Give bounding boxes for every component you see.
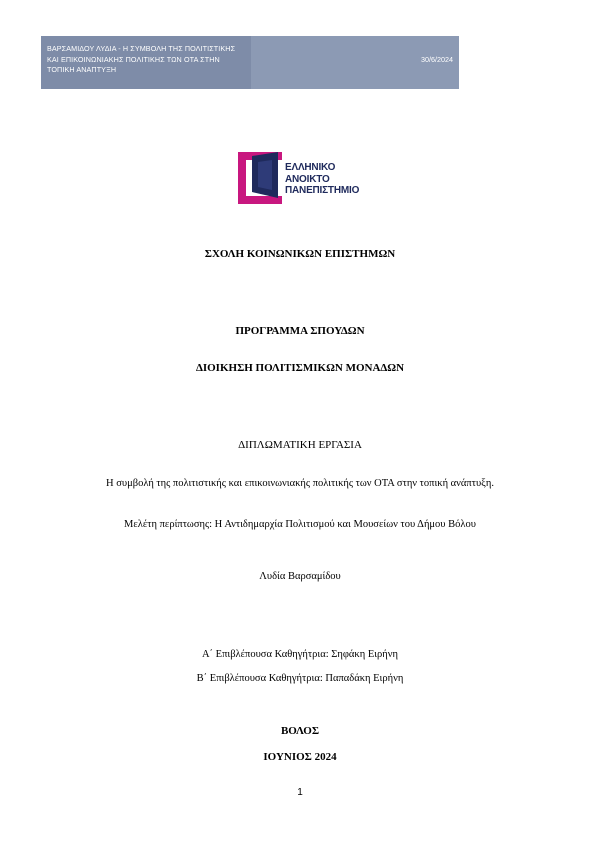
submission-date: ΙΟΥΝΙΟΣ 2024 [263,751,337,763]
city: ΒΟΛΟΣ [280,725,320,737]
running-header-title: ΒΑΡΣΑΜΙΔΟΥ ΛΥΔΙΑ - Η ΣΥΜΒΟΛΗ ΤΗΣ ΠΟΛΙΤΙΣΤΙΚΗΣ ΚΑΙ ΕΠΙΚΟΙΝΩΝΙΑΚΗΣ ΠΟΛΙΤΙΚΗΣ ΤΩΝ ΟΤΑ ΣΤΗΝ ΤΟΠΙΚΗ ΑΝΑΠΤΥΞΗ [47,44,236,74]
supervisor-a: Α΄ Επιβλέπουσα Καθηγήτρια: Σηφάκη Ειρήνη [201,649,399,660]
thesis-title: Η συμβολή της πολιτιστικής και επικοινωνιακής πολιτικής των ΟΤΑ στην τοπική ανάπτυξη. [106,478,494,489]
case-study: Μελέτη περίπτωσης: Η Αντιδημαρχία Πολιτισμού και Μουσείων του Δήμου Βόλου [124,519,476,530]
logo-line-3: ΠΑΝΕΠΙΣΤΗΜΙΟ [285,185,360,196]
page-number: 1 [297,787,303,798]
thesis-type: ΔΙΠΛΩΜΑΤΙΚΗ ΕΡΓΑΣΙΑ [238,439,362,451]
running-header [41,36,459,89]
program-name: ΔΙΟΙΚΗΣΗ ΠΟΛΙΤΙΣΜΙΚΩΝ ΜΟΝΑΔΩΝ [195,362,405,374]
logo-line-1: ΕΛΛΗΝΙΚΟ [285,162,336,173]
running-header-date: 30/6/2024 [421,55,453,64]
logo-line-2: ΑΝΟΙΚΤΟ [285,173,330,185]
school-name: ΣΧΟΛΗ ΚΟΙΝΩΝΙΚΩΝ ΕΠΙΣΤΗΜΩΝ [204,248,396,260]
supervisor-b: Β΄ Επιβλέπουσα Καθηγήτρια: Παπαδάκη Ειρήνη [196,673,404,684]
running-header-title-block [41,36,251,89]
author-name: Λυδία Βαρσαμίδου [259,571,341,582]
program-label: ΠΡΟΓΡΑΜΜΑ ΣΠΟΥΔΩΝ [235,325,365,337]
university-logo-text [285,162,359,197]
